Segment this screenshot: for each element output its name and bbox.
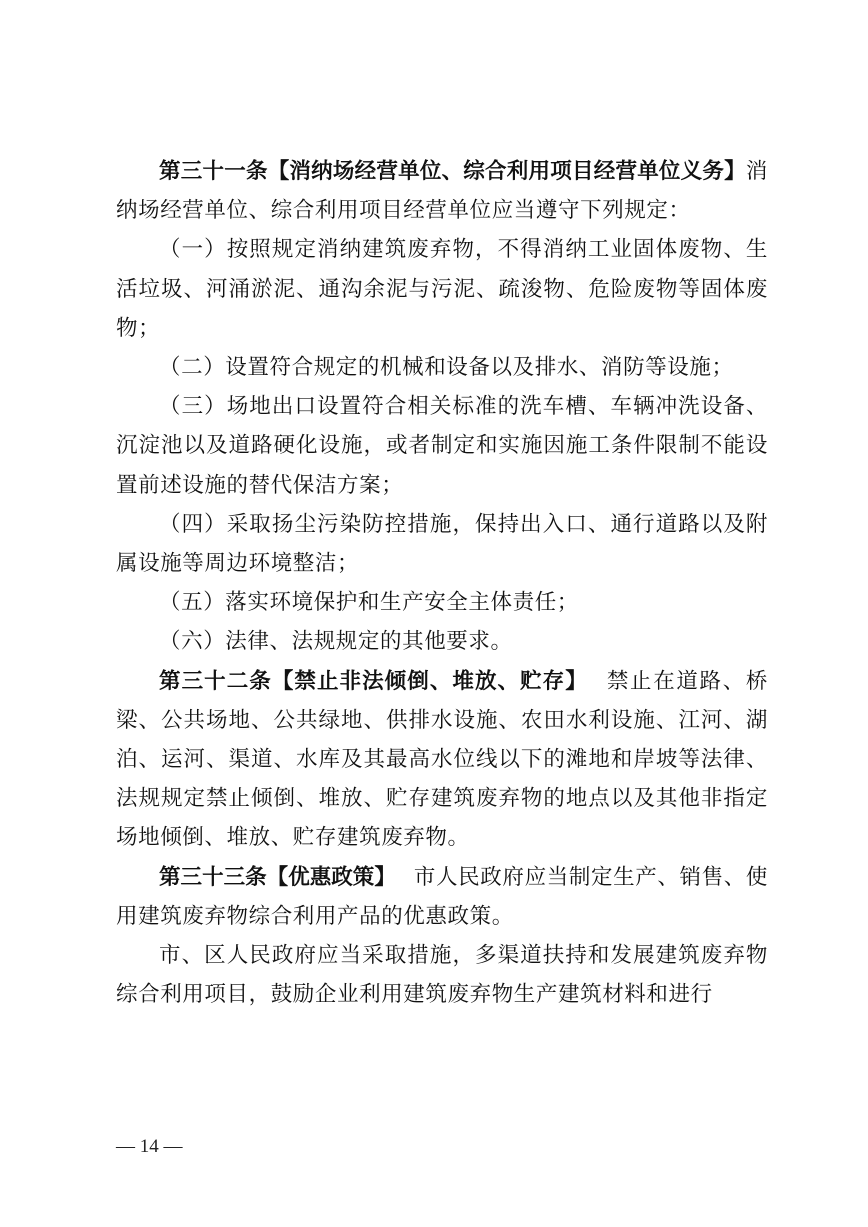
article-32-number: 第三十二条	[159, 668, 272, 694]
article-33-body: 市人民政府应当制定生产、销售、使用建筑废弃物综合利用产品的优惠政策。	[116, 864, 768, 929]
article-31-intro: 消纳场经营单位、综合利用项目经营单位应当遵守下列规定：	[116, 159, 768, 224]
article-31-title: 【消纳场经营单位、综合利用项目经营单位义务】	[267, 159, 746, 184]
article-33-paragraph	[116, 858, 768, 936]
article-31-item-4: （四）采取扬尘污染防控措施，保持出入口、通行道路以及附属设施等周边环境整洁；	[116, 511, 768, 577]
article-31-item-6: （六）法律、法规规定的其他要求。	[159, 629, 513, 655]
article-33-number: 第三十三条	[159, 864, 267, 890]
article-32-body: 禁止在道路、桥梁、公共场地、公共绿地、供排水设施、农田水利设施、江河、湖泊、运河、渠道、水库及其最高水位线以下的滩地和岸坡等法律、法规规定禁止倾倒、堆放、贮存建筑废弃物的地点以及其他非指定场地倾倒、堆放、贮存建筑废弃物。	[116, 668, 768, 851]
article-31-item-1: （一）按照规定消纳建筑废弃物，不得消纳工业固体废物、生活垃圾、河涌淤泥、通沟余泥与污泥、疏浚物、危险废物等固体废物；	[116, 237, 768, 341]
article-32-title: 【禁止非法倾倒、堆放、贮存】	[271, 668, 588, 694]
article-31-item-3: （三）场地出口设置符合相关标准的洗车槽、车辆冲洗设备、沉淀池以及道路硬化设施，或者制定和实施因施工条件限制不能设置前述设施的替代保洁方案；	[116, 394, 768, 498]
article-31-heading-paragraph	[116, 152, 768, 230]
document-page	[116, 152, 768, 1014]
article-31-number: 第三十一条	[159, 159, 268, 184]
page-number: — 14 —	[116, 1136, 183, 1157]
article-33-title: 【优惠政策】	[266, 864, 396, 890]
article-31-item-2: （二）设置符合规定的机械和设备以及排水、消防等设施；	[159, 355, 734, 381]
article-31-item-5: （五）落实环境保护和生产安全主体责任；	[159, 590, 579, 616]
article-32-paragraph	[116, 662, 768, 858]
article-33-paragraph-2: 市、区人民政府应当采取措施，多渠道扶持和发展建筑废弃物综合利用项目，鼓励企业利用建筑废弃物生产建筑材料和进行	[116, 943, 768, 1008]
